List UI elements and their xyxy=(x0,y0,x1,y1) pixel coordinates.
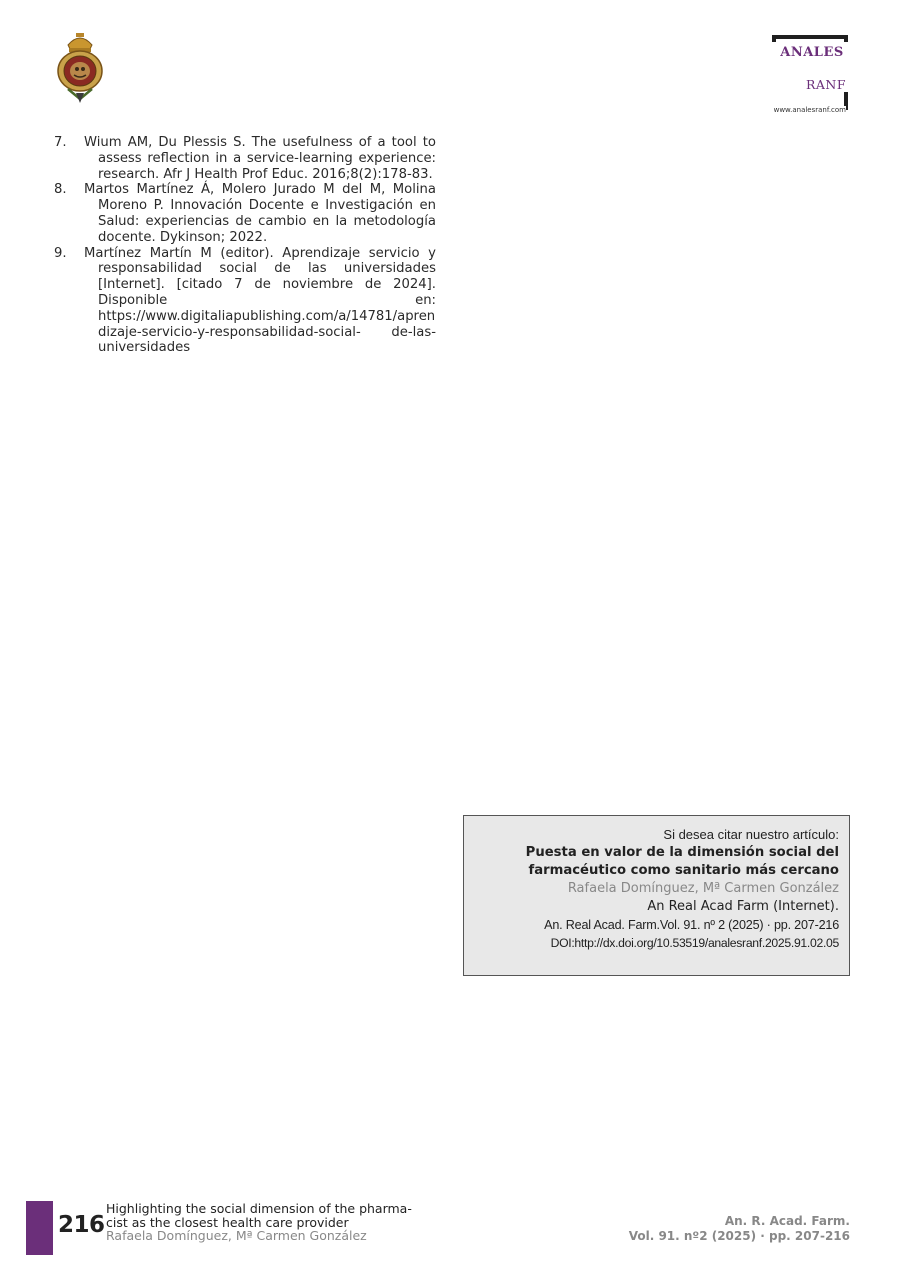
logo-url: www.analesranf.com xyxy=(738,106,846,114)
logo-bracket-top xyxy=(772,35,848,42)
citation-box xyxy=(463,815,850,976)
citation-title-line2: farmacéutico como sanitario más cercano xyxy=(528,863,839,878)
page-number: 216 xyxy=(58,1212,105,1238)
footer-title-line1: Highlighting the social dimension of the pharma- xyxy=(106,1201,412,1216)
reference-text: Wium AM, Du Plessis S. The usefulness of a tool to assess reflection in a service-learning experience: research. Afr J Health Prof Educ. 2016;8(2):178-83. xyxy=(84,135,436,182)
footer-article-info xyxy=(106,1202,412,1243)
citation-doi[interactable]: DOI:http://dx.doi.org/10.53519/analesranf.2025.91.02.05 xyxy=(550,936,839,950)
citation-volume: An. Real Acad. Farm.Vol. 91. nº 2 (2025) · pp. 207-216 xyxy=(544,918,839,932)
footer-title-line2: cist as the closest health care provider xyxy=(106,1214,349,1230)
footer-volume: Vol. 91. nº2 (2025) · pp. 207-216 xyxy=(628,1229,850,1243)
footer-authors: Rafaela Domínguez, Mª Carmen González xyxy=(106,1228,367,1244)
citation-title-line1: Puesta en valor de la dimensión social del xyxy=(525,845,839,860)
academy-crest-icon xyxy=(54,33,106,105)
footer-journal: An. R. Acad. Farm. xyxy=(724,1214,850,1228)
citation-journal: An Real Acad Farm (Internet). xyxy=(647,899,839,914)
reference-text: Martínez Martín M (editor). Aprendizaje servicio y responsabilidad social de las universidades [Internet]. [citado 7 de noviembre de 2024]. Disponible en: https://www.digitaliapublishing.com/a/14781/aprendizaje-servicio-y-responsabilidad-social- de-las-universidades xyxy=(84,245,436,356)
reference-item xyxy=(54,182,436,245)
logo-ranf-text: RANF xyxy=(805,77,846,92)
journal-logo xyxy=(738,35,852,119)
reference-text: Martos Martínez Á, Molero Jurado M del M, Molina Moreno P. Innovación Docente e Investigación en Salud: experiencias de cambio en la metodología docente. Dykinson; 2022. xyxy=(84,182,436,245)
reference-number: 8. xyxy=(54,182,67,198)
footer-color-bar xyxy=(26,1201,53,1255)
reference-number: 7. xyxy=(54,135,67,150)
reference-number: 9. xyxy=(54,245,67,261)
logo-anales-text: ANALES xyxy=(780,45,844,60)
reference-item xyxy=(54,135,436,182)
reference-item xyxy=(54,246,436,357)
reference-list xyxy=(54,135,436,356)
footer-journal-info xyxy=(629,1214,850,1244)
citation-intro: Si desea citar nuestro artículo: xyxy=(663,827,839,842)
citation-authors: Rafaela Domínguez, Mª Carmen González xyxy=(567,881,839,896)
